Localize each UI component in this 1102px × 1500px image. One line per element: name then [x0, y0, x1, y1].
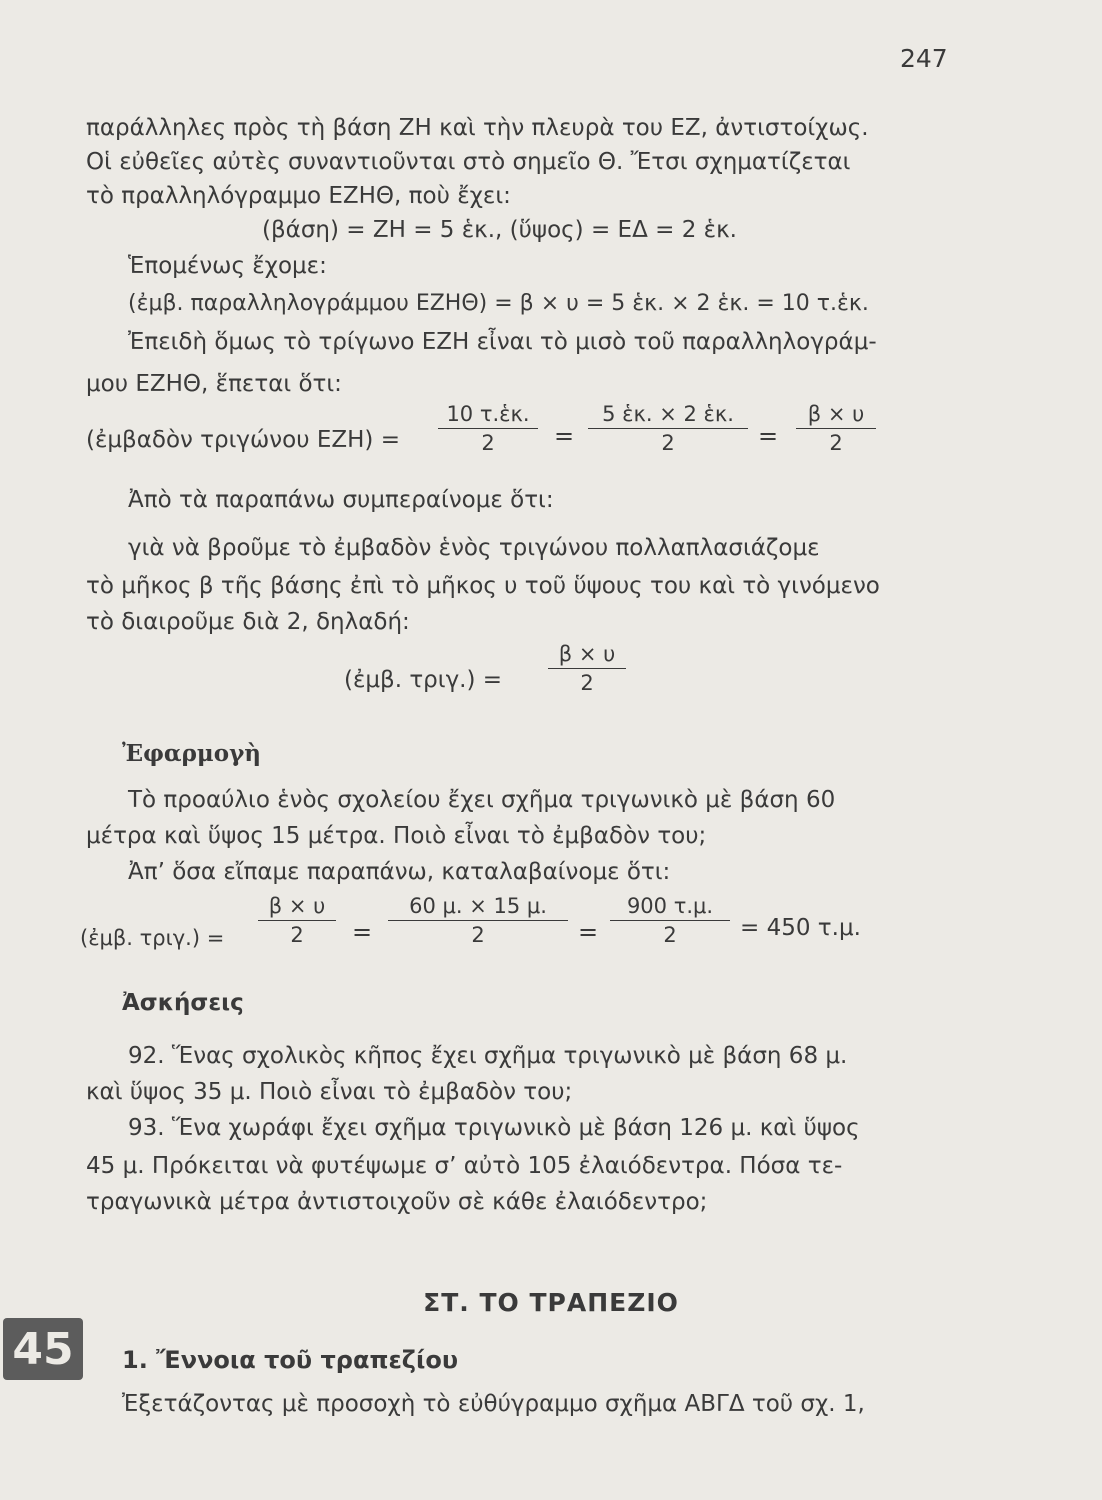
subsection-title: 1. Ἔννοια τοῦ τραπεζίου [122, 1346, 459, 1374]
section-title: ΣΤ. ΤΟ ΤΡΑΠΕΖΙΟ [423, 1288, 679, 1317]
equals-sign: = [758, 422, 779, 450]
text-line: Ἀπὸ τὰ παραπάνω συμπεραίνομε ὅτι: [128, 487, 554, 513]
fraction [610, 894, 730, 947]
rule-line: γιὰ νὰ βροῦμε τὸ ἐμβαδὸν ἑνὸς τριγώνου πολλαπλασιάζομε [128, 535, 820, 561]
exercise-line: καὶ ὕψος 35 μ. Ποιὸ εἶναι τὸ ἐμβαδὸν του; [86, 1079, 573, 1105]
text-line: τὸ πραλληλόγραμμο ΕΖΗΘ, ποὺ ἔχει: [86, 183, 511, 209]
fraction-numerator: 10 τ.ἑκ. [438, 402, 538, 429]
fraction-denominator: 2 [481, 431, 495, 455]
fraction-numerator: 900 τ.μ. [610, 894, 730, 921]
exercise-line: 45 μ. Πρόκειται νὰ φυτέψωμε σ’ αὐτὸ 105 ἐλαιόδεντρα. Πόσα τε- [86, 1153, 843, 1179]
exercise-line: 92. Ἕνας σχολικὸς κῆπος ἔχει σχῆμα τριγωνικὸ μὲ βάση 68 μ. [128, 1043, 848, 1069]
fraction-denominator: 2 [290, 923, 304, 947]
equals-sign: = [554, 422, 575, 450]
text-line: μέτρα καὶ ὕψος 15 μέτρα. Ποιὸ εἶναι τὸ ἐμβαδὸν του; [86, 823, 707, 849]
chapter-tab: 45 [3, 1318, 83, 1380]
equals-sign: = [352, 918, 373, 946]
application-heading: Ἐφαρμογὴ [122, 740, 261, 767]
text-line: Τὸ προαύλιο ἑνὸς σχολείου ἔχει σχῆμα τριγωνικὸ μὲ βάση 60 [128, 787, 836, 813]
fraction-denominator: 2 [580, 671, 594, 695]
exercise-line: 93. Ἕνα χωράφι ἔχει σχῆμα τριγωνικὸ μὲ βάση 126 μ. καὶ ὕψος [128, 1115, 860, 1141]
text-line: Ἐπειδὴ ὅμως τὸ τρίγωνο ΕΖΗ εἶναι τὸ μισὸ τοῦ παραλληλογράμ- [128, 329, 877, 355]
rule-line: τὸ μῆκος β τῆς βάσης ἐπὶ τὸ μῆκος υ τοῦ ὕψους του καὶ τὸ γινόμενο [86, 573, 880, 599]
page-number: 247 [900, 44, 948, 73]
fraction [588, 402, 748, 455]
text-line: μου ΕΖΗΘ, ἕπεται ὅτι: [86, 371, 342, 397]
fraction-denominator: 2 [661, 431, 675, 455]
equation-result: = 450 τ.μ. [740, 915, 861, 941]
fraction-denominator: 2 [829, 431, 843, 455]
fraction-numerator: 5 ἑκ. × 2 ἑκ. [588, 402, 748, 429]
text-line: Ἐξετάζοντας μὲ προσοχὴ τὸ εὐθύγραμμο σχῆμα ΑΒΓΔ τοῦ σχ. 1, [122, 1391, 865, 1417]
fraction [258, 894, 336, 947]
text-line: Ἀπ’ ὅσα εἴπαμε παραπάνω, καταλαβαίνομε ὅτι: [128, 859, 671, 885]
fraction-numerator: β × υ [258, 894, 336, 921]
equation-lhs: (ἐμβ. τριγ.) = [344, 667, 503, 693]
rule-line: τὸ διαιροῦμε διὰ 2, δηλαδή: [86, 609, 410, 635]
text-line: Οἱ εὐθεῖες αὐτὲς συναντιοῦνται στὸ σημεῖο Θ. Ἔτσι σχηματίζεται [86, 149, 851, 175]
exercises-heading: Ἀσκήσεις [122, 990, 244, 1016]
text-line: παράλληλες πρὸς τὴ βάση ΖΗ καὶ τὴν πλευρὰ του ΕΖ, ἀντιστοίχως. [86, 115, 869, 141]
equals-sign: = [578, 918, 599, 946]
exercise-line: τραγωνικὰ μέτρα ἀντιστοιχοῦν σὲ κάθε ἐλαιόδεντρο; [86, 1189, 708, 1215]
fraction-denominator: 2 [471, 923, 485, 947]
fraction [796, 402, 876, 455]
equation-lhs: (ἐμβαδὸν τριγώνου ΕΖΗ) = [86, 427, 400, 453]
fraction [548, 642, 626, 695]
fraction [438, 402, 538, 455]
equation-lhs: (ἐμβ. τριγ.) = [80, 926, 225, 950]
equation-base-height: (βάση) = ΖΗ = 5 ἑκ., (ὕψος) = ΕΔ = 2 ἑκ. [262, 217, 737, 243]
fraction-denominator: 2 [663, 923, 677, 947]
text-line: Ἑπομένως ἔχομε: [128, 253, 327, 279]
fraction-numerator: β × υ [796, 402, 876, 429]
fraction-numerator: β × υ [548, 642, 626, 669]
fraction-numerator: 60 μ. × 15 μ. [388, 894, 568, 921]
fraction [388, 894, 568, 947]
equation-parallelogram-area: (ἐμβ. παραλληλογράμμου ΕΖΗΘ) = β × υ = 5 ἑκ. × 2 ἑκ. = 10 τ.ἑκ. [128, 291, 869, 316]
